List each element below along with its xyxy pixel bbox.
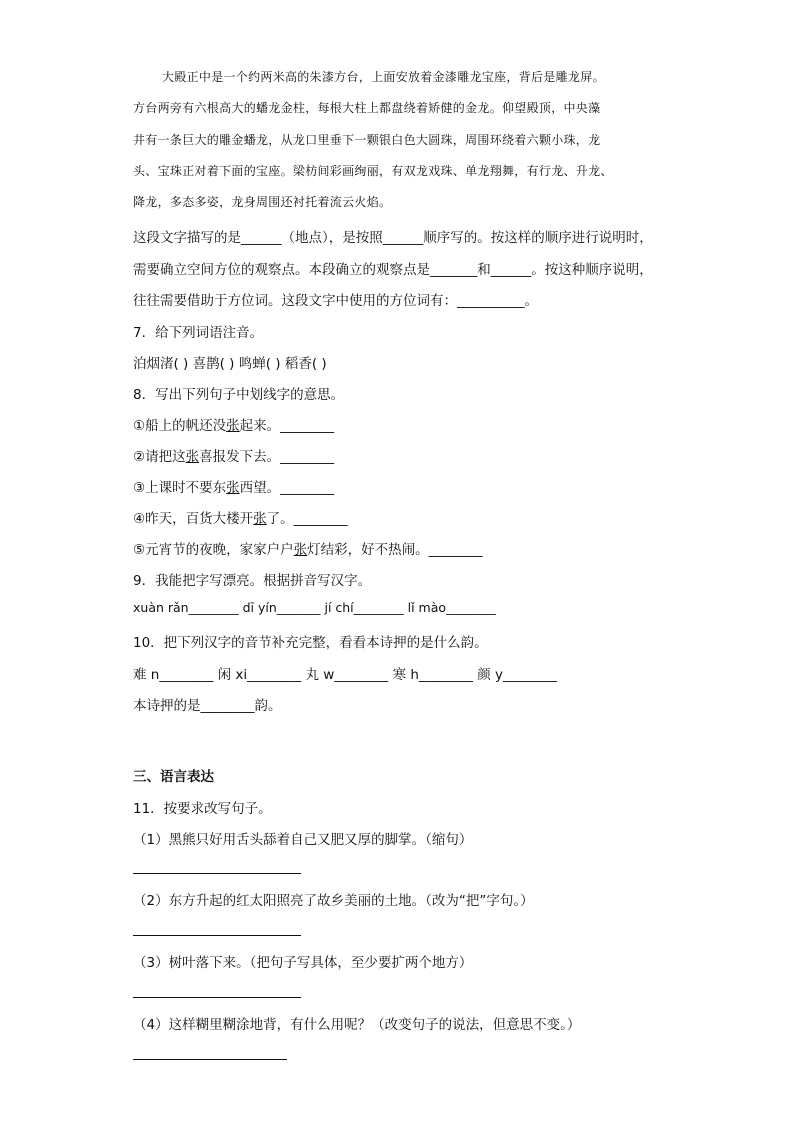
q8-item-text: ⑤元宵节的夜晚，家家户户 xyxy=(133,542,294,558)
q8-item-text: 起来。________ xyxy=(239,418,335,434)
section-heading: 三、语言表达 xyxy=(133,769,214,785)
q8-item xyxy=(133,476,334,496)
q8-item-text: 了。________ xyxy=(266,511,348,527)
q8-item xyxy=(133,507,348,527)
answer-line[interactable] xyxy=(133,935,301,936)
q6-line: 往往需要借助于方位词。这段文字中使用的方位词有：__________。 xyxy=(133,293,538,309)
q11-item: （1）黑熊只好用舌头舔着自己又肥又厚的脚掌。（缩句） xyxy=(133,832,473,848)
q8-item-text: 灯结彩，好不热闹。________ xyxy=(307,542,483,558)
q8-item xyxy=(133,414,334,434)
q8-item-text: ③上课时不要东 xyxy=(133,480,227,496)
q6-line: 这段文字描写的是______（地点），是按照______顺序写的。按这样的顺序进行说明时， xyxy=(133,230,653,246)
underlined-char: 张 xyxy=(253,511,267,527)
q8-item-text: ②请把这 xyxy=(133,449,186,465)
answer-line[interactable] xyxy=(133,873,301,874)
q8-item xyxy=(133,445,334,465)
underlined-char: 张 xyxy=(185,449,200,465)
q10-syllable-line: 难 n________ 闲 xi________ 丸 w________ 寒 h________ 颜 y________ xyxy=(133,667,558,683)
q7-pinyin-line: 泊烟渚( ) 喜鹊( ) 鸣蝉( ) 稻香( ) xyxy=(133,356,327,372)
answer-line[interactable] xyxy=(133,1059,287,1060)
q8-item xyxy=(133,538,483,558)
q8-item-text: ①船上的帆还没 xyxy=(133,418,227,434)
q6-line: 需要确立空间方位的观察点。本段确立的观察点是_______和______。按这种顺序说明， xyxy=(133,262,653,278)
passage-line: 降龙，多态多姿，龙身周围还衬托着流云火焰。 xyxy=(133,195,392,209)
q11-item: （4）这样糊里糊涂地背，有什么用呢？（改变句子的说法，但意思不变。） xyxy=(133,1017,581,1033)
q11-title: 11．按要求改写句子。 xyxy=(133,801,272,817)
underlined-char: 张 xyxy=(226,480,240,496)
q8-title: 8．写出下列句子中划线字的意思。 xyxy=(133,387,345,403)
q8-item-text: ④昨天，百货大楼开 xyxy=(133,511,254,527)
q9-title: 9．我能把字写漂亮。根据拼音写汉字。 xyxy=(133,573,372,589)
passage-line: 大殿正中是一个约两米高的朱漆方台，上面安放着金漆雕龙宝座，背后是雕龙屏。 xyxy=(162,70,605,84)
q10-answer: 本诗押的是________韵。 xyxy=(133,698,282,714)
passage-line: 方台两旁有六根高大的蟠龙金柱，每根大柱上都盘绕着矫健的金龙。仰望殿顶，中央藻 xyxy=(133,101,601,115)
answer-line[interactable] xyxy=(133,997,301,998)
q9-pinyin-line: xuàn rǎn________ dī yín_______ jí chí________ lǐ mào________ xyxy=(133,600,497,615)
q10-title: 10．把下列汉字的音节补充完整，看看本诗押的是什么韵。 xyxy=(133,635,488,651)
underlined-char: 张 xyxy=(293,542,308,558)
q11-item: （3）树叶落下来。（把句子写具体，至少要扩两个地方） xyxy=(133,955,473,971)
q8-item-text: 西望。________ xyxy=(239,480,335,496)
underlined-char: 张 xyxy=(226,418,240,434)
q11-item: （2）东方升起的红太阳照亮了故乡美丽的土地。（改为“把”字句。） xyxy=(133,893,534,909)
passage-line: 头、宝珠正对着下面的宝座。梁枋间彩画绚丽，有双龙戏珠、单龙翔舞，有行龙、升龙、 xyxy=(133,164,613,178)
q7-title: 7．给下列词语注音。 xyxy=(133,325,264,341)
q8-item-text: 喜报发下去。________ xyxy=(199,449,335,465)
passage-line: 井有一条巨大的雕金蟠龙，从龙口里垂下一颗银白色大圆珠，周围环绕着六颗小珠，龙 xyxy=(133,133,601,147)
